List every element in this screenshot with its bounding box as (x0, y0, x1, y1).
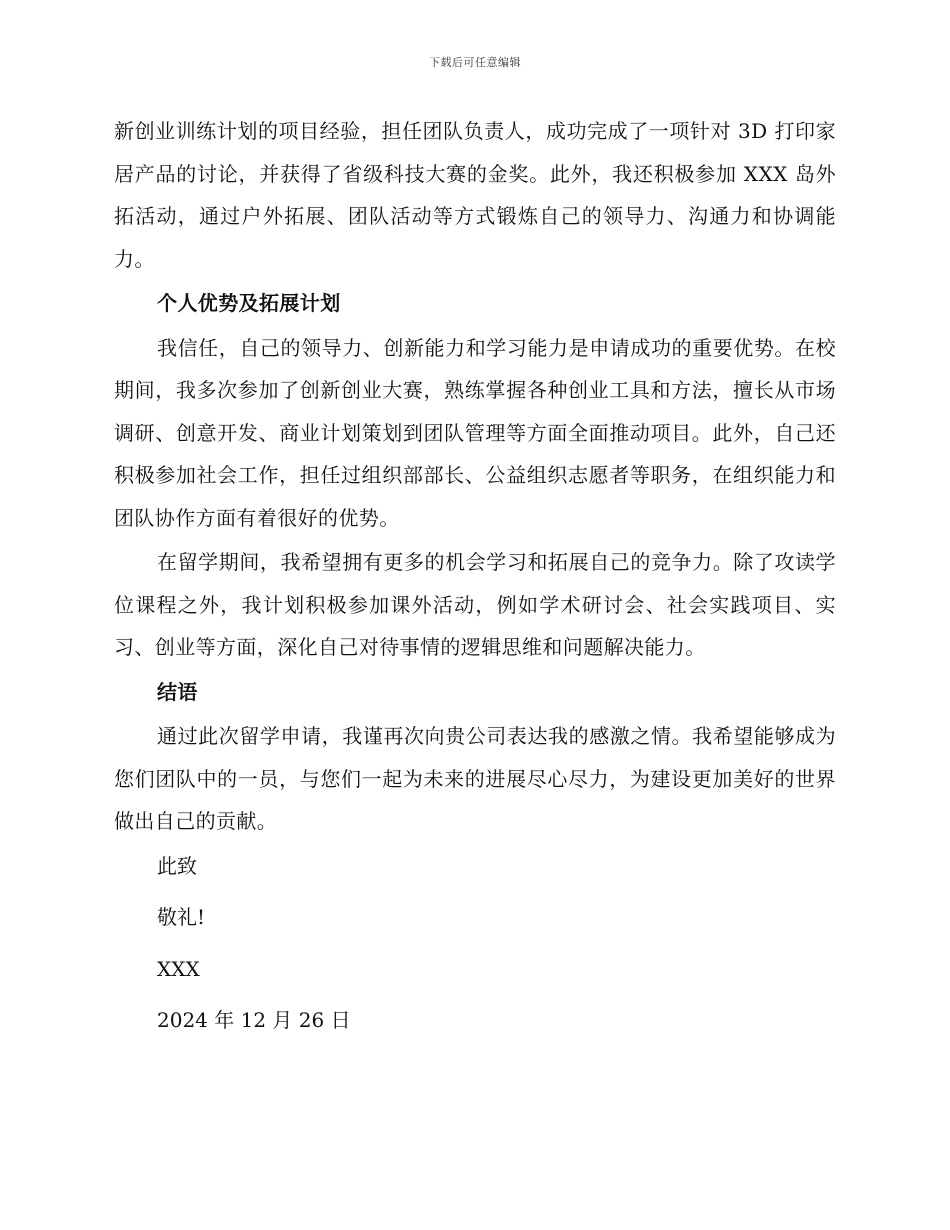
closing-regards: 敬礼! (157, 905, 206, 929)
page-header: 下载后可任意编辑 (429, 56, 521, 69)
section-heading-conclusion: 结语 (157, 679, 198, 704)
paragraph-strengths: 我信任，自己的领导力、创新能力和学习能力是申请成功的重要优势。在校期间，我多次参加了创新创业大赛，熟练掌握各种创业工具和方法，擅长从市场调研、创意开发、商业计划策划到团队管理等方面全面推动项目。此外，自己还积极参加社会工作，担任过组织部部长、公益组织志愿者等职务，在组织能力和团队协作方面有着很好的优势。 (114, 335, 836, 530)
closing-date: 2024 年 12 月 26 日 (157, 1008, 351, 1032)
closing-signature: XXX (157, 956, 200, 981)
section-heading-strengths: 个人优势及拓展计划 (157, 291, 341, 315)
document-body (114, 110, 836, 1051)
paragraph-experience: 新创业训练计划的项目经验，担任团队负责人，成功完成了一项针对 3D 打印家居产品的讨论，并获得了省级科技大赛的金奖。此外，我还积极参加 XXX 岛外拓活动，通过户外拓展、团队活动等方式锻炼自己的领导力、沟通力和协调能力。 (114, 119, 836, 271)
paragraph-plan: 在留学期间，我希望拥有更多的机会学习和拓展自己的竞争力。除了攻读学位课程之外，我计划积极参加课外活动，例如学术研讨会、社会实践项目、实习、创业等方面，深化自己对待事情的逻辑思维和问题解决能力。 (114, 550, 836, 659)
paragraph-conclusion: 通过此次留学申请，我谨再次向贵公司表达我的感激之情。我希望能够成为您们团队中的一员，与您们一起为未来的进展尽心尽力，为建设更加美好的世界做出自己的贡献。 (114, 724, 836, 833)
closing-salutation: 此致 (157, 853, 197, 878)
